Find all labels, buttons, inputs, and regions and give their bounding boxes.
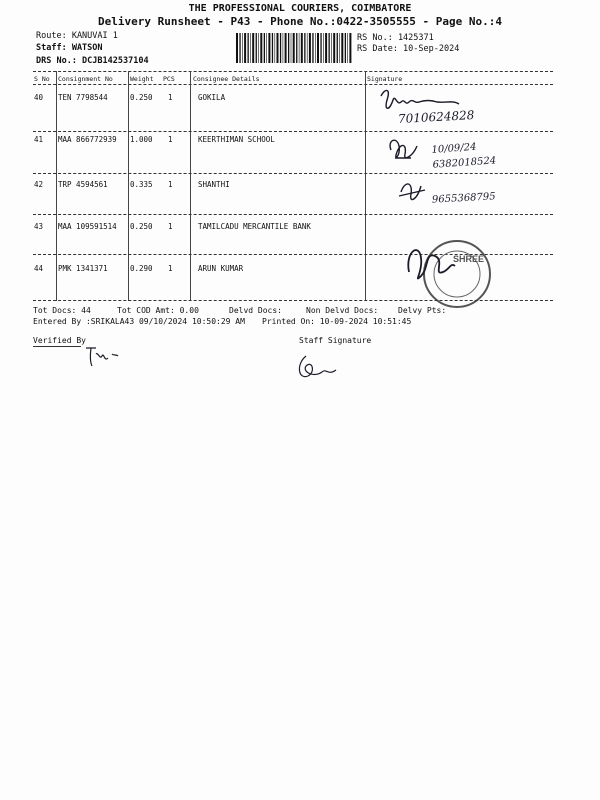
row-pcs: 1 [168,135,173,144]
barcode-bar [299,33,300,63]
staff-signature-label: Staff Signature [299,336,372,345]
row-consignee: SHANTHI [198,180,230,189]
col-header-pcs: PCS [163,75,175,83]
row-consignee: TAMILCADU MERCANTILE BANK [198,222,311,231]
row-consignee: KEERTHIMAN SCHOOL [198,135,275,144]
row-sno: 42 [34,180,44,189]
barcode-bar [285,33,287,63]
company-title: THE PROFESSIONAL COURIERS, COIMBATORE [188,3,412,14]
stamp-text: SHREE [453,254,485,264]
barcode-bar [256,33,257,63]
handwritten-phone: 9655368795 [431,191,496,206]
barcode-bar [320,33,321,63]
barcode-bar [347,33,348,63]
row-weight: 0.335 [130,180,153,189]
barcode-bar [248,33,249,63]
barcode-bar [337,33,338,63]
row-pcs: 1 [168,222,173,231]
handwritten-phone: 7010624828 [397,108,475,126]
col-header-sno: S No [34,75,50,83]
barcode-bar [345,33,346,63]
barcode-bar [309,33,311,63]
barcode-bar [266,33,267,63]
barcode-bar [260,33,262,63]
row-separator [33,173,553,174]
barcode-bar [268,33,270,63]
row-sno: 41 [34,135,44,144]
header-bottom-rule [33,84,553,85]
row-consignment: TRP 4594561 [58,180,108,189]
column-divider [128,71,129,301]
handwritten-signature [383,132,433,168]
barcode-bar [291,33,292,63]
handwritten-date-phone: 10/09/24 6382018524 [431,141,497,171]
entered-by: Entered By :SRIKALA43 09/10/2024 10:50:29 AM [33,317,245,326]
header-top-rule [33,71,553,72]
handwritten-signature [395,176,435,208]
row-separator [33,131,553,132]
barcode-bar [301,33,303,63]
barcode-bar [280,33,281,63]
row-weight: 1.000 [130,135,153,144]
barcode-bar [236,33,238,63]
barcode-bar [349,33,351,63]
row-separator [33,214,553,215]
delivered-docs: Delvd Docs: [229,306,282,315]
barcode-bar [307,33,308,63]
column-divider [365,71,366,301]
barcode-bar [323,33,324,63]
row-sno: 43 [34,222,44,231]
verified-by-underline [33,346,81,347]
barcode-bar [264,33,265,63]
barcode-bar [277,33,279,63]
barcode-bar [250,33,251,63]
row-consignee: ARUN KUMAR [198,264,244,273]
rs-number: RS No.: 1425371 [357,33,434,43]
row-weight: 0.250 [130,222,153,231]
barcode-bar [275,33,276,63]
rs-date: RS Date: 10-Sep-2024 [357,44,460,54]
column-divider [190,71,191,301]
row-consignment: MAA 866772939 [58,135,117,144]
non-delivered-docs: Non Delvd Docs: [306,306,379,315]
delivery-points: Delvy Pts: [398,306,447,315]
barcode-bar [283,33,284,63]
staff-label: Staff: WATSON [36,43,103,53]
total-docs: Tot Docs: 44 [33,306,91,315]
barcode-bar [304,33,305,63]
barcode-bar [329,33,330,63]
row-consignment: TEN 7798544 [58,93,108,102]
barcode-bar [242,33,243,63]
barcode-bar [258,33,259,63]
barcode-bar [293,33,295,63]
col-header-consignment: Consignment No [58,75,113,83]
table-bottom-rule [33,300,553,301]
staff-signature [292,350,342,384]
row-weight: 0.250 [130,93,153,102]
total-cod-amount: Tot COD Amt: 0.00 [117,306,199,315]
barcode-bar [288,33,289,63]
row-consignee: GOKILA [198,93,226,102]
verified-by-label: Verified By [33,336,86,345]
col-header-weight: Weight [130,75,154,83]
barcode-bar [339,33,340,63]
row-weight: 0.290 [130,264,153,273]
barcode-bar [341,33,343,63]
verifier-signature [82,340,142,370]
row-pcs: 1 [168,93,173,102]
row-sno: 44 [34,264,44,273]
col-header-signature: Signature [367,75,403,83]
barcode-bar [317,33,319,63]
column-divider [56,71,57,301]
printed-on: Printed On: 10-09-2024 10:51:45 [262,317,412,326]
barcode-bar [315,33,316,63]
col-header-consignee: Consignee Details [193,75,260,83]
barcode-bar [296,33,297,63]
drs-number: DRS No.: DCJB142537104 [36,56,149,66]
row-consignment: PMK 1341371 [58,264,108,273]
barcode-bar [244,33,246,63]
barcode-bar [239,33,240,63]
barcode-image [236,33,352,63]
barcode-bar [325,33,327,63]
barcode-bar [312,33,313,63]
barcode-bar [333,33,335,63]
row-sno: 40 [34,93,44,102]
row-pcs: 1 [168,180,173,189]
barcode-bar [331,33,332,63]
route-label: Route: KANUVAI 1 [36,31,118,41]
barcode-bar [252,33,254,63]
row-consignment: MAA 109591514 [58,222,117,231]
barcode-bar [272,33,273,63]
row-pcs: 1 [168,264,173,273]
runsheet-subtitle: Delivery Runsheet - P43 - Phone No.:0422-3505555 - Page No.:4 [98,15,502,28]
